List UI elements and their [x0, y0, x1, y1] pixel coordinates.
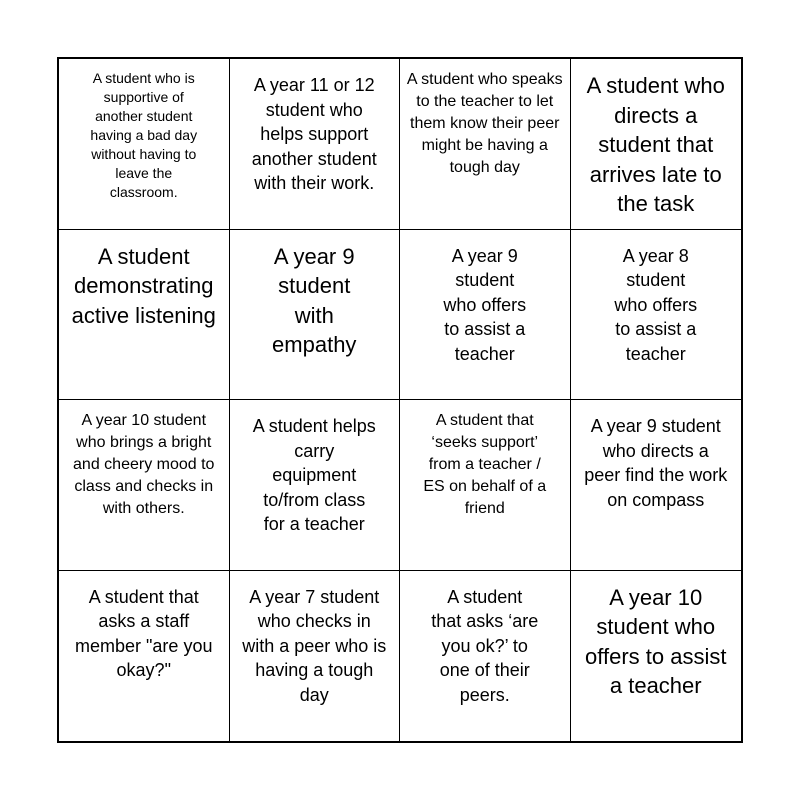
cell-text: A student who directs a student that arrives late to the task [586, 73, 725, 216]
bingo-cell-3-1 [59, 400, 230, 571]
cell-text: A student helps carry equipment to/from class for a teacher [252, 416, 376, 534]
bingo-cell-3-3 [400, 400, 571, 571]
bingo-cell-1-1 [59, 59, 230, 230]
cell-text: A student who is supportive of another student having a bad day without having to leave the classroom. [90, 70, 198, 200]
bingo-cell-2-3 [400, 230, 571, 401]
bingo-cell-4-3 [400, 571, 571, 742]
cell-text: A student that asks a staff member "are you okay?" [75, 586, 213, 680]
cell-text: A year 11 or 12 student who helps support another student with their work. [251, 75, 377, 193]
bingo-cell-2-2 [230, 230, 401, 401]
cell-text: A year 9 student with empathy [272, 243, 357, 357]
bingo-cell-2-1 [59, 230, 230, 401]
cell-text: A student that ‘seeks support’ from a teacher / ES on behalf of a friend [423, 412, 547, 517]
cell-text: A year 9 student who offers to assist a teacher [443, 245, 527, 364]
bingo-board [57, 57, 743, 743]
bingo-cell-1-3 [400, 59, 571, 230]
cell-text: A student demonstrating active listening [71, 243, 216, 328]
bingo-cell-2-4 [571, 230, 742, 401]
bingo-cell-1-4 [571, 59, 742, 230]
bingo-cell-4-1 [59, 571, 230, 742]
bingo-cell-3-4 [571, 400, 742, 571]
cell-text: A student who speaks to the teacher to let them know their peer might be having a tough day [406, 71, 563, 176]
cell-text: A year 10 student who offers to assist a teacher [585, 584, 727, 698]
bingo-cell-3-2 [230, 400, 401, 571]
cell-text: A student that asks ‘are you ok?’ to one of their peers. [431, 586, 539, 705]
cell-text: A year 8 student who offers to assist a teacher [614, 245, 698, 364]
bingo-cell-1-2 [230, 59, 401, 230]
bingo-cell-4-2 [230, 571, 401, 742]
cell-text: A year 9 student who directs a peer find the work on compass [584, 416, 728, 510]
cell-text: A year 10 student who brings a bright and cheery mood to class and checks in with others. [73, 412, 215, 517]
bingo-cell-4-4 [571, 571, 742, 742]
cell-text: A year 7 student who checks in with a peer who is having a tough day [242, 586, 387, 705]
